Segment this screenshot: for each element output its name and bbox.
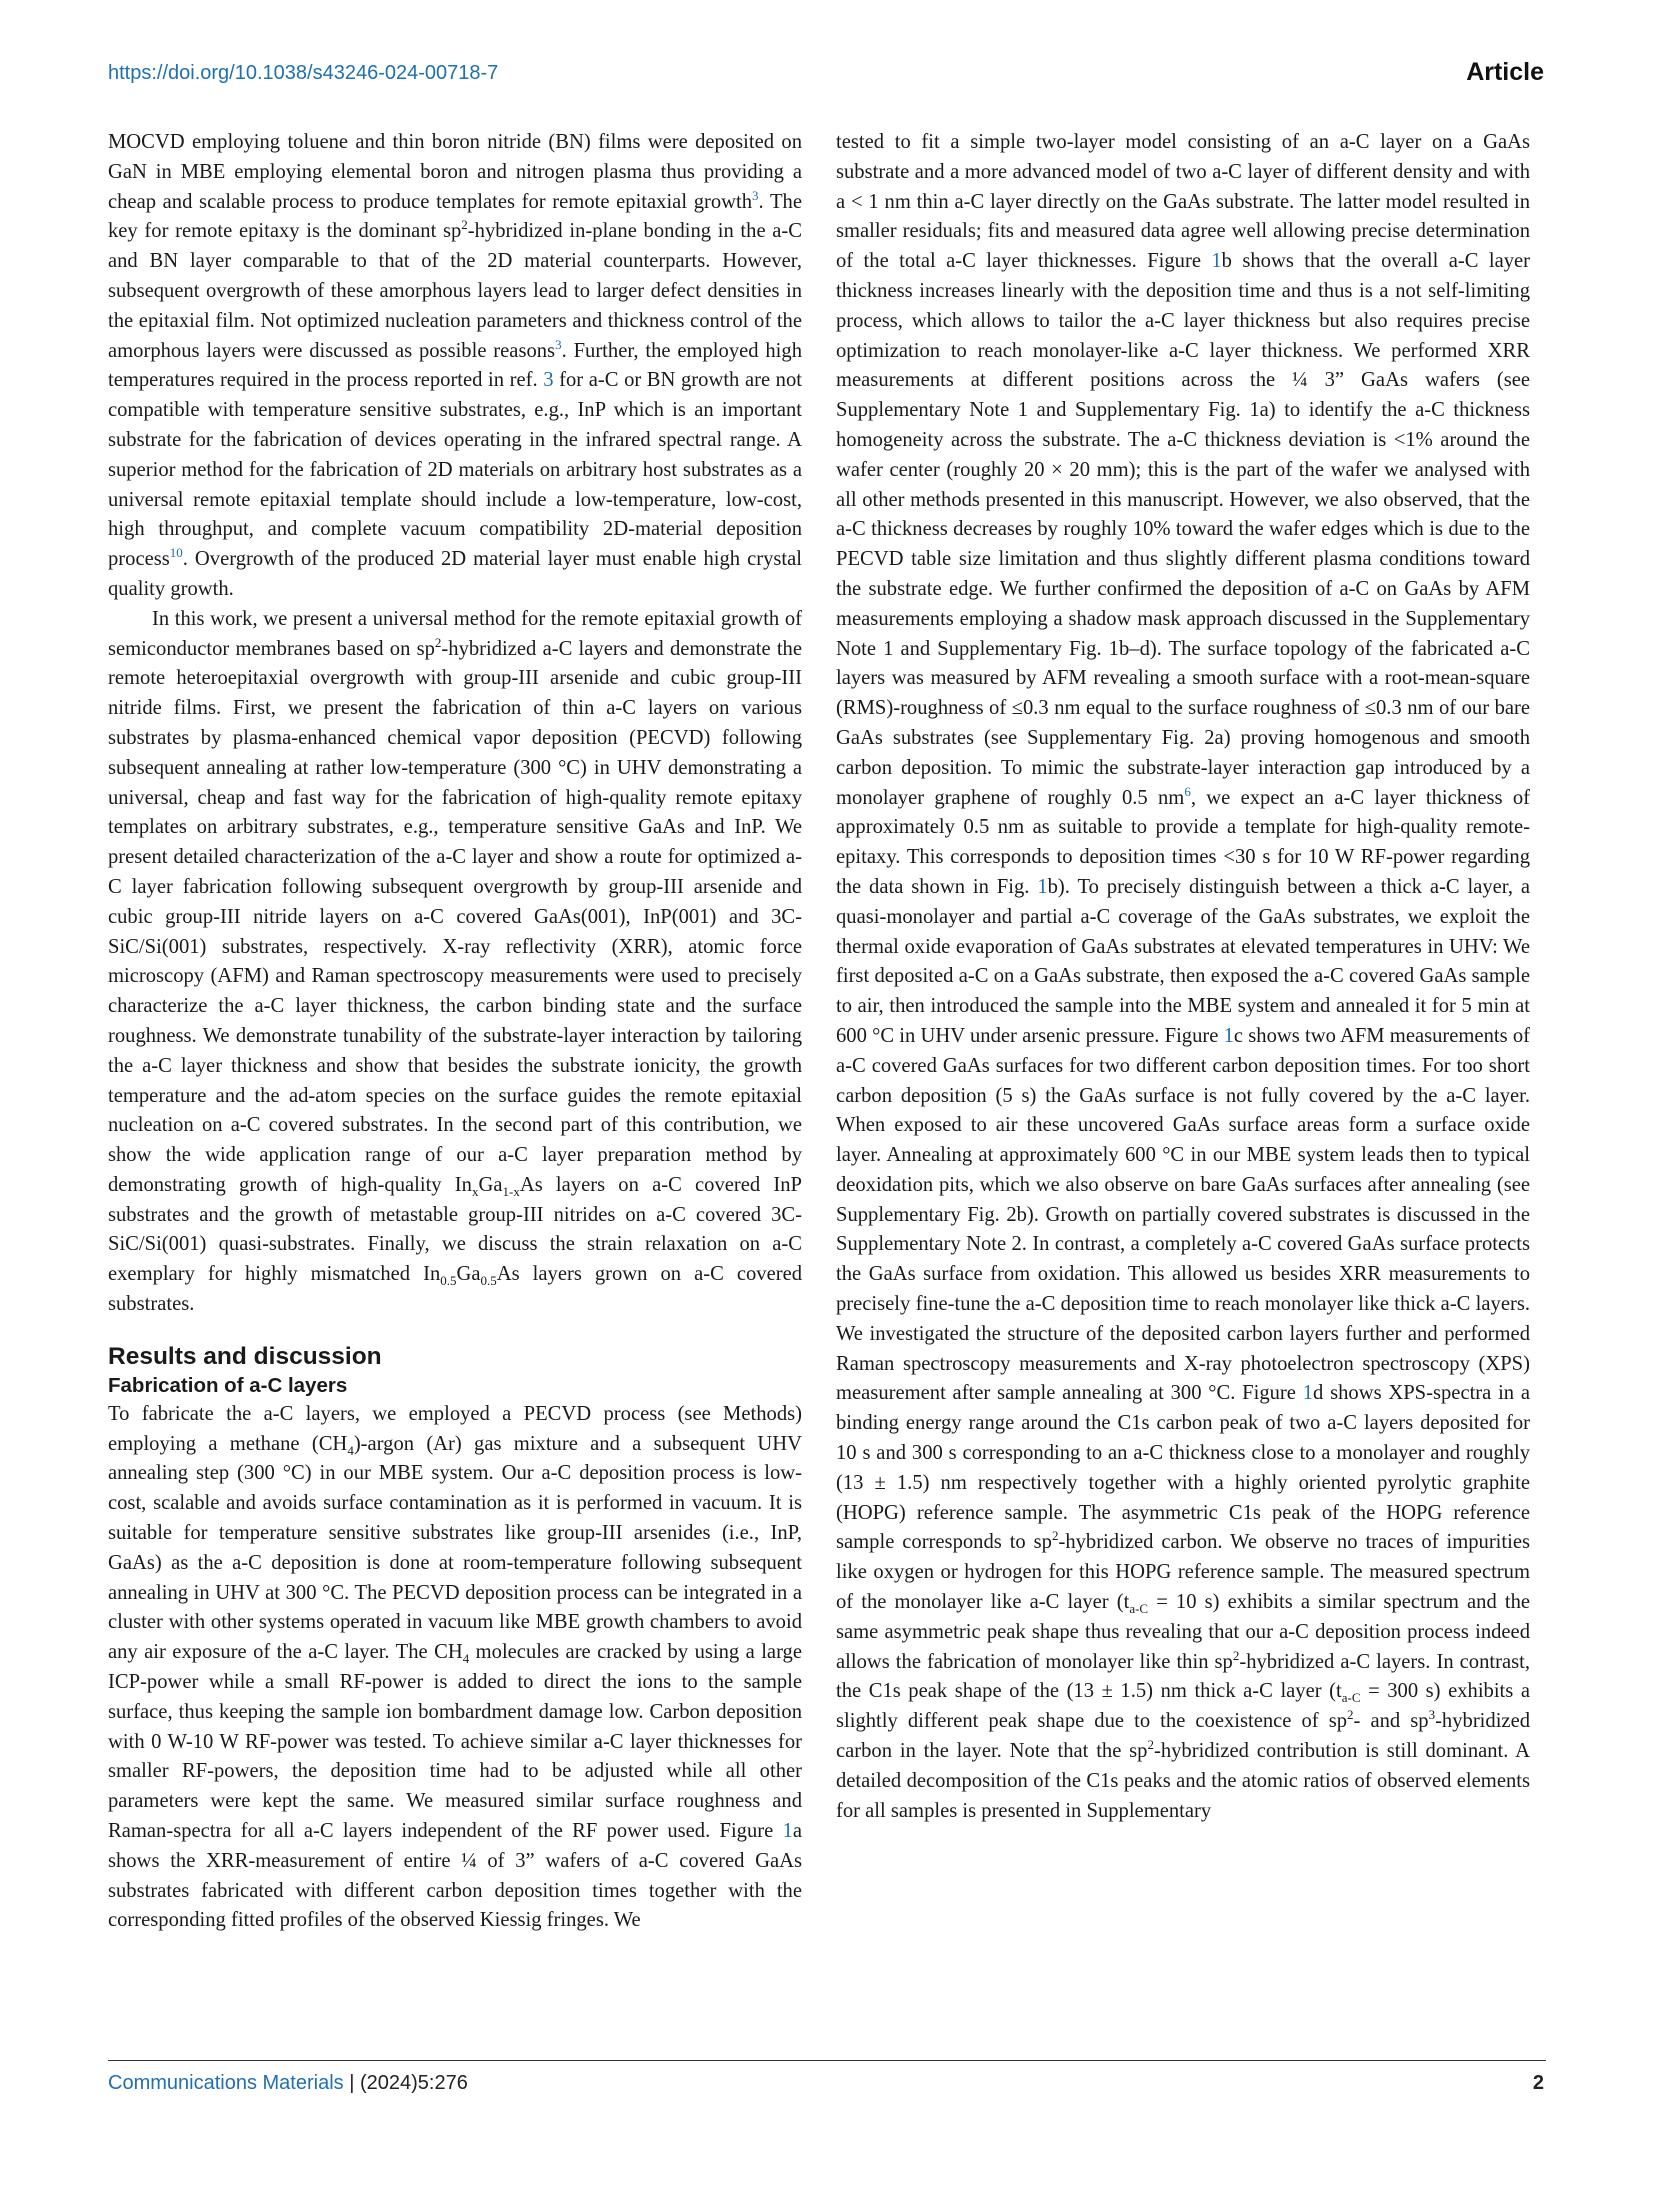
doi-link[interactable]: https://doi.org/10.1038/s43246-024-00718-7: [108, 62, 499, 84]
citation-link[interactable]: 3: [752, 187, 759, 203]
paragraph: MOCVD employing toluene and thin boron nitride (BN) films were deposited on GaN in MBE employing elemental boron and nitrogen plasma thus providing a cheap and scalable process to produce templates for remote epitaxial growth$^3$. The key for remote epitaxy is the dominant $sp^2$-hybridized in-plane bonding in the a-C and BN layer comparable to that of the 2D material counterparts. However, subsequent overgrowth of these amorphous layers lead to larger defect densities in the epitaxial film. Not optimized nucleation parameters and thickness control of the amorphous layers were discussed as possible reasons$^3$. Further, the employed high temperatures required in the process reported in ref. 3 for a-C or BN growth are not compatible with temperature sensitive substrates, e.g., InP which is an important substrate for the fabrication of devices operating in the infrared spectral range. A superior method for the fabrication of 2D materials on arbitrary host substrates as a universal remote epitaxial template should include a low-temperature, low-cost, high throughput, and complete vacuum compatibility 2D-material deposition process$^{10}$. Overgrowth of the produced 2D material layer must enable high crystal quality growth.: [108, 131, 803, 600]
citation-link[interactable]: 6: [1184, 783, 1191, 799]
footer-citation: | (2024)5:276: [343, 2072, 468, 2094]
figure-link[interactable]: 1: [1211, 250, 1222, 273]
paragraph: tested to fit a simple two-layer model consisting of an a-C layer on a GaAs substrate and a more advanced model of two a-C layer of different density and with a < 1 nm thin a-C layer directly on the GaAs substrate. The latter model resulted in smaller residuals; fits and measured data agree well allowing precise determination of the total a-C layer thicknesses. Figure 1b shows that the overall a-C layer thickness increases linearly with the deposition time and thus is a not self-limiting process, which allows to tailor the a-C layer thickness but also requires precise optimization to reach monolayer-like a-C layer thickness. We performed XRR measurements at different positions across the ¼ 3” GaAs wafers (see Supplementary Note 1 and Supplementary Fig. 1a) to identify the a-C thickness homogeneity across the substrate. The a-C thickness deviation is <1% around the wafer center (roughly 20 × 20 mm); this is the part of the wafer we analysed with all other methods presented in this manuscript. However, we also observed, that the a-C thickness decreases by roughly 10% toward the wafer edges which is due to the PECVD table size limitation and thus slightly different plasma conditions toward the substrate edge. We further confirmed the deposition of a-C on GaAs by AFM measurements employing a shadow mask approach discussed in the Supplementary Note 1 and Supplementary Fig. 1b–d). The surface topology of the fabricated a-C layers was measured by AFM revealing a smooth surface with a root-mean-square (RMS)-roughness of ≤0.3 nm equal to the surface roughness of ≤0.3 nm of our bare GaAs substrates (see Supplementary Fig. 2a) proving homogenous and smooth carbon deposition. To mimic the substrate-layer interaction gap introduced by a monolayer graphene of roughly 0.5 $nm^6$, we expect an a-C layer thickness of approximately 0.5 nm as suitable to provide a template for high-quality remote-epitaxy. This corresponds to deposition times <30 s for 10 W RF-power regarding the data shown in Fig. 1b). To precisely distinguish between a thick a-C layer, a quasi-monolayer and partial a-C coverage of the GaAs substrates, we exploit the thermal oxide evaporation of GaAs substrates at elevated temperatures in UHV: We first deposited a-C on a GaAs substrate, then exposed the a-C covered GaAs sample to air, then introduced the sample into the MBE system and annealed it for 5 min at 600 °C in UHV under arsenic pressure. Figure 1c shows two AFM measurements of a-C covered GaAs surfaces for two different carbon deposition times. For too short carbon deposition (5 s) the GaAs surface is not fully covered by the a-C layer. When exposed to air these uncovered GaAs surface areas form a surface oxide layer. Annealing at approximately 600 °C in our MBE system leads then to typical deoxidation pits, which we also observe on bare GaAs surfaces after annealing (see Supplementary Fig. 2b). Growth on partially covered substrates is discussed in the Supplementary Note 2. In contrast, a completely a-C covered GaAs surface protects the GaAs surface from oxidation. This allowed us besides XRR measurements to precisely fine-tune the a-C deposition time to reach monolayer like thick a-C layers. We investigated the structure of the deposited carbon layers further and performed Raman spectroscopy measurements and X-ray photoelectron spectroscopy (XPS) measurement after sample annealing at 300 °C. Figure 1d shows XPS-spectra in a binding energy range around the C1s carbon peak of two a-C layers deposited for 10 s and 300 s corresponding to an a-C thickness close to a monolayer and roughly (13 ± 1.5) nm respectively together with a highly oriented pyrolytic graphite (HOPG) reference sample. The asymmetric C1s peak of the HOPG reference sample corresponds to $sp^2$-hybridized carbon. We observe no traces of impurities like oxygen or hydrogen for this HOPG reference sample. The measured spectrum of the monolayer like a-C layer ($t_{a-C} = 10$ s) exhibits a similar spectrum and the same asymmetric peak shape thus revealing that our a-C deposition process indeed allows the fabrication of monolayer like thin $sp^2$-hybridized a-C layers. In contrast, the C1s peak shape of the (13 ± 1.5) nm thick a-C layer ($t_{a-C} = 300$ s) exhibits a slightly different peak shape due to the coexistence of $sp^2-$ and $sp^3$-hybridized carbon in the layer. Note that the $sp^2$-hybridized contribution is still dominant. A detailed decomposition of the C1s peaks and the atomic ratios of observed elements for all samples is presented in Supplementary: [836, 131, 1531, 1822]
left-column: [108, 128, 802, 1936]
right-column: [836, 128, 1530, 1826]
footer-divider: [108, 2060, 1546, 2061]
figure-link[interactable]: 1: [782, 1820, 793, 1843]
page-number: 2: [1532, 2072, 1544, 2094]
citation-link[interactable]: 3: [555, 336, 562, 352]
journal-link[interactable]: Communications Materials: [108, 2072, 344, 2094]
figure-link[interactable]: 1: [1302, 1382, 1314, 1405]
citation-link[interactable]: 10: [169, 545, 183, 561]
article-type-label: Article: [1466, 58, 1544, 86]
paragraph: In this work, we present a universal method for the remote epitaxial growth of semiconductor membranes based on $sp^2$-hybridized a-C layers and demonstrate the remote heteroepitaxial overgrowth with group-III arsenide and cubic group-III nitride films. First, we present the fabrication of thin a-C layers on various substrates by plasma-enhanced chemical vapor deposition (PECVD) following subsequent annealing at rather low-temperature (300 °C) in UHV demonstrating a universal, cheap and fast way for the fabrication of high-quality remote epitaxy templates on arbitrary substrates, e.g., temperature sensitive GaAs and InP. We present detailed characterization of the a-C layer and show a route for optimized a-C layer fabrication following subsequent overgrowth by group-III arsenide and cubic group-III nitride layers on a-C covered GaAs(001), InP(001) and 3C-SiC/Si(001) substrates, respectively. X-ray reflectivity (XRR), atomic force microscopy (AFM) and Raman spectroscopy measurements were used to precisely characterize the a-C layer thickness, the carbon binding state and the surface roughness. We demonstrate tunability of the substrate-layer interaction by tailoring the a-C layer thickness and show that besides the substrate ionicity, the growth temperature and the ad-atom species on the surface guides the remote epitaxial nucleation on a-C covered substrates. In the second part of this contribution, we show the wide application range of our a-C layer preparation method by demonstrating growth of high-quality $In_xGa_{1-x}As$ layers on a-C covered InP substrates and the growth of metastable group-III nitrides on a-C covered 3C-SiC/Si(001) quasi-substrates. Finally, we discuss the strain relaxation on a-C exemplary for highly mismatched $In_{0.5}Ga_{0.5}As$ layers grown on a-C covered substrates.: [108, 607, 803, 1316]
figure-link[interactable]: 1: [1223, 1024, 1234, 1047]
section-heading: Results and discussion: [108, 1342, 382, 1370]
figure-link[interactable]: 1: [1037, 875, 1048, 898]
subsection-heading: Fabrication of a-C layers: [108, 1373, 348, 1397]
citation-link[interactable]: 3: [543, 369, 554, 392]
footer-journal: [108, 2072, 468, 2095]
paragraph: To fabricate the a-C layers, we employed a PECVD process (see Methods) employing a methane $(CH_4)$-argon (Ar) gas mixture and a subsequent UHV annealing step (300 °C) in our MBE system. Our a-C deposition process is low-cost, scalable and avoids surface contamination as it is performed in vacuum. It is suitable for temperature sensitive substrates like group-III arsenides (i.e., InP, GaAs) as the a-C deposition is done at room-temperature following subsequent annealing in UHV at 300 °C. The PECVD deposition process can be integrated in a cluster with other systems operated in vacuum like MBE growth chambers to avoid any air exposure of the a-C layer. The $CH_4$ molecules are cracked by using a large ICP-power while a small RF-power is added to direct the ions to the sample surface, thus keeping the sample ion bombardment damage low. Carbon deposition with 0 W-10 W RF-power was tested. To achieve similar a-C layer thicknesses for smaller RF-powers, the deposition time had to be adjusted while all other parameters were kept the same. We measured similar surface roughness and Raman-spectra for all a-C layers independent of the RF power used. Figure 1a shows the XRR-measurement of entire ¼ of 3” wafers of a-C covered GaAs substrates fabricated with different carbon deposition times together with the corresponding fitted profiles of the observed Kiessig fringes. We: [108, 1402, 802, 1932]
